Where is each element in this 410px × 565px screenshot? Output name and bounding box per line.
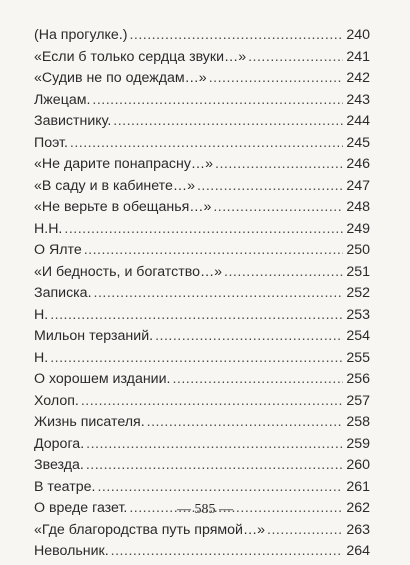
toc-entry-title: «Где благородства путь прямой…» xyxy=(34,521,266,538)
toc-entry-page: 259 xyxy=(346,435,370,452)
toc-entry-page: 264 xyxy=(346,543,370,559)
toc-entry-page: 246 xyxy=(346,156,370,172)
toc-entry-page: 250 xyxy=(346,242,370,258)
dot-leader xyxy=(86,436,343,452)
toc-entry-title: «Если б только сердца звуки…» xyxy=(34,48,247,65)
toc-entry-page: 256 xyxy=(346,371,370,387)
dot-leader xyxy=(113,113,343,129)
toc-entry-page: 260 xyxy=(346,457,370,473)
toc-entry-title: «Не верьте в обещанья…» xyxy=(34,199,212,215)
toc-entry xyxy=(34,414,370,436)
toc-entry xyxy=(34,393,370,415)
toc-entry xyxy=(34,307,370,329)
toc-entry xyxy=(34,457,370,479)
toc-entry-title: Дорога. xyxy=(34,435,85,452)
toc-entry xyxy=(34,156,370,178)
toc-entry-title: Записка. xyxy=(34,285,92,301)
toc-entry-page: 247 xyxy=(346,177,370,194)
toc-entry-page: 242 xyxy=(346,70,370,86)
dot-leader xyxy=(172,371,343,387)
dot-leader xyxy=(248,49,343,65)
dot-leader xyxy=(209,70,344,86)
toc-entry-title: «Не дарите понапрасну…» xyxy=(34,156,213,172)
dot-leader xyxy=(50,307,343,323)
toc-entry-title: «Судив не по одеждам…» xyxy=(34,70,207,86)
dot-leader xyxy=(84,242,344,258)
toc-entry-title: Поэт. xyxy=(34,134,68,151)
toc-entry xyxy=(34,264,370,286)
toc-entry-title: Лжецам. xyxy=(34,91,91,108)
toc-entry xyxy=(34,285,370,307)
toc-entry-title: В театре. xyxy=(34,478,96,495)
toc-entry-title: Н. xyxy=(34,349,49,366)
table-of-contents xyxy=(34,27,370,565)
toc-entry-title: «В саду и в кабинете…» xyxy=(34,177,195,194)
toc-entry xyxy=(34,522,370,544)
toc-entry-page: 263 xyxy=(346,521,370,538)
dot-leader xyxy=(197,178,343,194)
toc-entry-page: 241 xyxy=(346,48,370,65)
toc-entry-page: 258 xyxy=(346,414,370,430)
toc-entry-title: Н.Н. xyxy=(34,220,63,237)
toc-entry-title: Мильон терзаний. xyxy=(34,328,154,344)
toc-entry xyxy=(34,113,370,135)
toc-entry-title: Холоп. xyxy=(34,392,79,409)
toc-entry-title: «И бедность, и богатство…» xyxy=(34,263,223,280)
toc-entry xyxy=(34,328,370,350)
dot-leader xyxy=(64,221,343,237)
toc-entry-page: 261 xyxy=(346,478,370,495)
toc-entry xyxy=(34,199,370,221)
dot-leader xyxy=(94,285,344,301)
dot-leader xyxy=(97,479,343,495)
toc-entry-title: Завистнику. xyxy=(34,113,112,129)
toc-entry-page: 244 xyxy=(346,113,370,129)
toc-entry xyxy=(34,178,370,200)
toc-entry-page: 248 xyxy=(346,199,370,215)
toc-entry xyxy=(34,543,370,565)
toc-entry-page: 243 xyxy=(346,91,370,108)
toc-entry xyxy=(34,242,370,264)
dot-leader xyxy=(267,522,343,538)
toc-entry xyxy=(34,436,370,458)
toc-entry-page: 245 xyxy=(346,134,370,151)
toc-entry-page: 254 xyxy=(346,328,370,344)
toc-entry-title: О вреде газет. xyxy=(34,500,128,516)
toc-entry-title: Звезда. xyxy=(34,457,84,473)
toc-entry-page: 240 xyxy=(346,27,370,43)
toc-entry-page: 251 xyxy=(346,263,370,280)
toc-entry xyxy=(34,27,370,49)
dot-leader xyxy=(111,543,344,559)
toc-entry-page: 262 xyxy=(346,500,370,516)
toc-entry xyxy=(34,92,370,114)
dot-leader xyxy=(224,264,343,280)
toc-entry-page: 252 xyxy=(346,285,370,301)
toc-entry-title: Н. xyxy=(34,306,49,323)
toc-entry-page: 257 xyxy=(346,392,370,409)
toc-entry-title: О хорошем издании. xyxy=(34,371,171,387)
dot-leader xyxy=(215,156,343,172)
dot-leader xyxy=(147,414,344,430)
dot-leader xyxy=(155,328,343,344)
toc-entry xyxy=(34,479,370,501)
toc-entry xyxy=(34,49,370,71)
toc-entry-title: Жизнь писателя. xyxy=(34,414,145,430)
toc-entry-title: Невольник. xyxy=(34,543,109,559)
dot-leader xyxy=(86,457,343,473)
toc-entry xyxy=(34,221,370,243)
dot-leader xyxy=(50,350,343,366)
page-number: — 585 — xyxy=(177,502,233,517)
dot-leader xyxy=(70,135,343,151)
toc-entry-page: 255 xyxy=(346,349,370,366)
toc-entry-page: 249 xyxy=(346,220,370,237)
toc-entry xyxy=(34,371,370,393)
toc-entry xyxy=(34,70,370,92)
dot-leader xyxy=(81,393,343,409)
toc-entry xyxy=(34,350,370,372)
toc-entry-title: О Ялте xyxy=(34,242,82,258)
toc-entry-title: (На прогулке.) xyxy=(34,27,128,43)
toc-entry-page: 253 xyxy=(346,306,370,323)
toc-entry xyxy=(34,135,370,157)
dot-leader xyxy=(92,92,343,108)
dot-leader xyxy=(129,27,343,43)
dot-leader xyxy=(213,199,343,215)
